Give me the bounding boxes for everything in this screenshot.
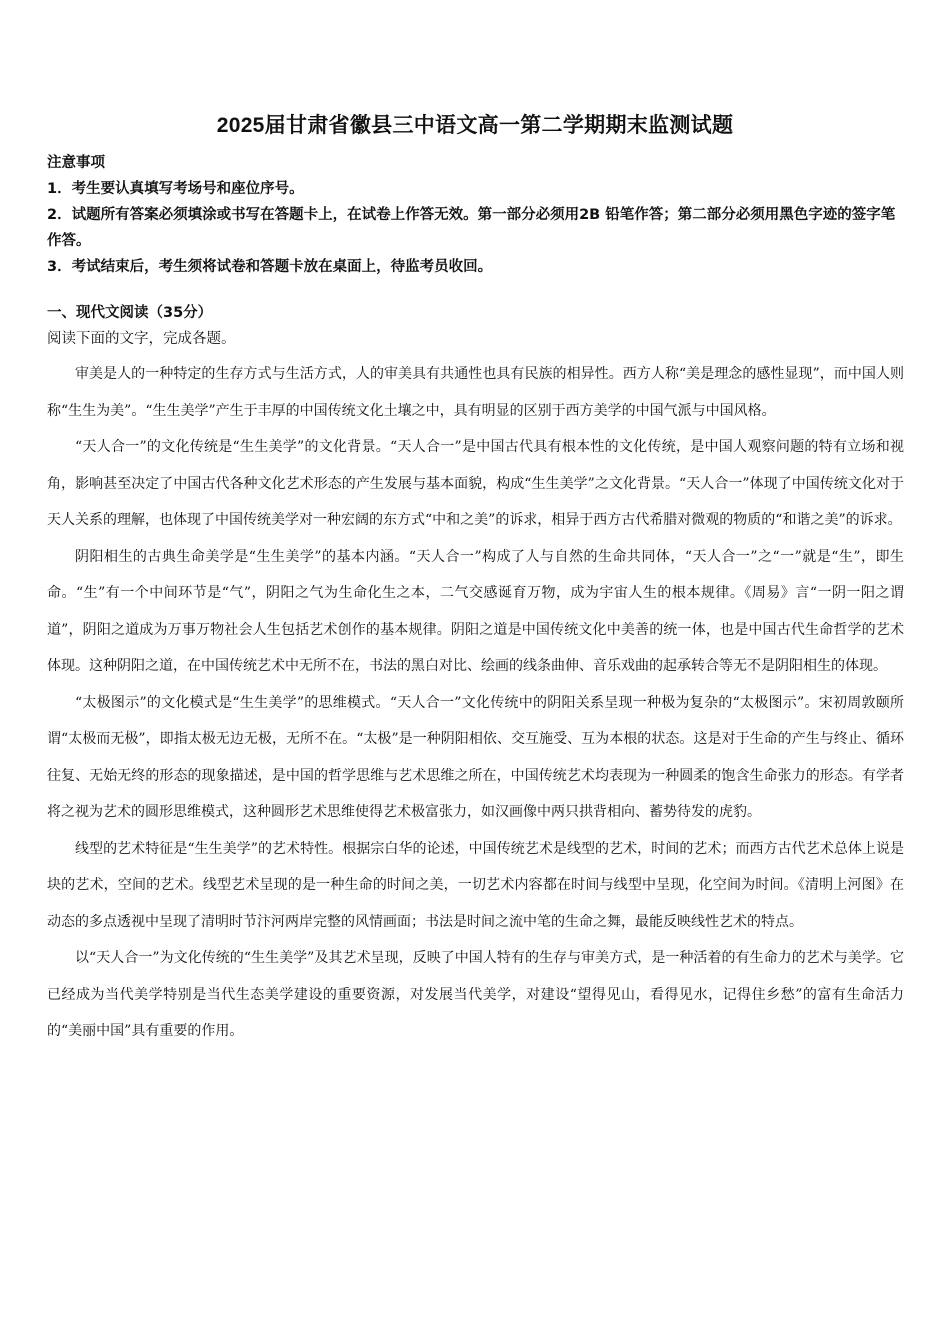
passage-paragraph-3: 阴阳相生的古典生命美学是“生生美学”的基本内涵。“天人合一”构成了人与自然的生命共同体，“天人合一”之“一”就是“生”，即生命。“生”有一个中间环节是“气”，阴阳之气为生命化生之本，二气交感诞育万物，成为宇宙人生的根本规律。《周易》言“一阴一阳之谓道”，阴阳之道成为万事万物社会人生包括艺术创作的基本规律。阴阳之道是中国传统文化中美善的统一体，也是中国古代生命哲学的艺术体现。这种阴阳之道，在中国传统艺术中无所不在，书法的黑白对比、绘画的线条曲伸、音乐戏曲的起承转合等无不是阴阳相生的体现。	[47, 548, 904, 674]
passage-paragraph-1: 审美是人的一种特定的生存方式与生活方式，人的审美具有共通性也具有民族的相异性。西方人称“美是理念的感性显现”，而中国人则称“生生为美”。“生生美学”产生于丰厚的中国传统文化土壤之中，具有明显的区别于西方美学的中国气派与中国风格。	[47, 366, 904, 419]
notice-item-3: 3．考试结束后，考生须将试卷和答题卡放在桌面上，待监考员收回。	[47, 259, 493, 275]
notice-block	[47, 150, 907, 280]
section-instruction: 阅读下面的文字，完成各题。	[47, 331, 236, 347]
reading-passage	[47, 356, 904, 1050]
section-header	[47, 300, 907, 352]
section-title: 一、现代文阅读（35分）	[47, 305, 213, 321]
passage-paragraph-2: “天人合一”的文化传统是“生生美学”的文化背景。“天人合一”是中国古代具有根本性的文化传统，是中国人观察问题的特有立场和视角，影响甚至决定了中国古代各种文化艺术形态的产生发展与基本面貌，构成“生生美学”之文化背景。“天人合一”体现了中国传统文化对于天人关系的理解，也体现了中国传统美学对一种宏阔的东方式“中和之美”的诉求，相异于西方古代希腊对微观的物质的“和谐之美”的诉求。	[47, 439, 904, 528]
notice-item-1: 1．考生要认真填写考场号和座位序号。	[47, 181, 304, 197]
passage-paragraph-4: “太极图示”的文化模式是“生生美学”的思维模式。“天人合一”文化传统中的阴阳关系呈现一种极为复杂的“太极图示”。宋初周敦颐所谓“太极而无极”，即指太极无边无极，无所不在。“太极”是一种阴阳相依、交互施受、互为本根的状态。这是对于生命的产生与终止、循环往复、无始无终的形态的现象描述，是中国的哲学思维与艺术思维之所在，中国传统艺术均表现为一种圆柔的饱含生命张力的形态。有学者将之视为艺术的圆形思维模式，这种圆形艺术思维使得艺术极富张力，如汉画像中两只拱背相向、蓄势待发的虎豹。	[47, 694, 904, 820]
notice-item-2: 2．试题所有答案必须填涂或书写在答题卡上，在试卷上作答无效。第一部分必须用2B 铅笔作答；第二部分必须用黑色字迹的签字笔作答。	[47, 207, 896, 249]
passage-paragraph-5: 线型的艺术特征是“生生美学”的艺术特性。根据宗白华的论述，中国传统艺术是线型的艺术，时间的艺术；而西方古代艺术总体上说是块的艺术，空间的艺术。线型艺术呈现的是一种生命的时间之美，一切艺术内容都在时间与线型中呈现，化空间为时间。《清明上河图》在动态的多点透视中呈现了清明时节汴河两岸完整的风情画面；书法是时间之流中笔的生命之舞，最能反映线性艺术的特点。	[47, 840, 904, 930]
passage-paragraph-6: 以“天人合一”为文化传统的“生生美学”及其艺术呈现，反映了中国人特有的生存与审美方式，是一种活着的有生命力的艺术与美学。它已经成为当代美学特别是当代生态美学建设的重要资源，对发展当代美学，对建设“望得见山，看得见水，记得住乡愁”的富有生命活力的“美丽中国”具有重要的作用。	[47, 950, 904, 1039]
page-title: 2025届甘肃省徽县三中语文高一第二学期期末监测试题	[216, 114, 734, 137]
notice-heading: 注意事项	[47, 155, 105, 171]
